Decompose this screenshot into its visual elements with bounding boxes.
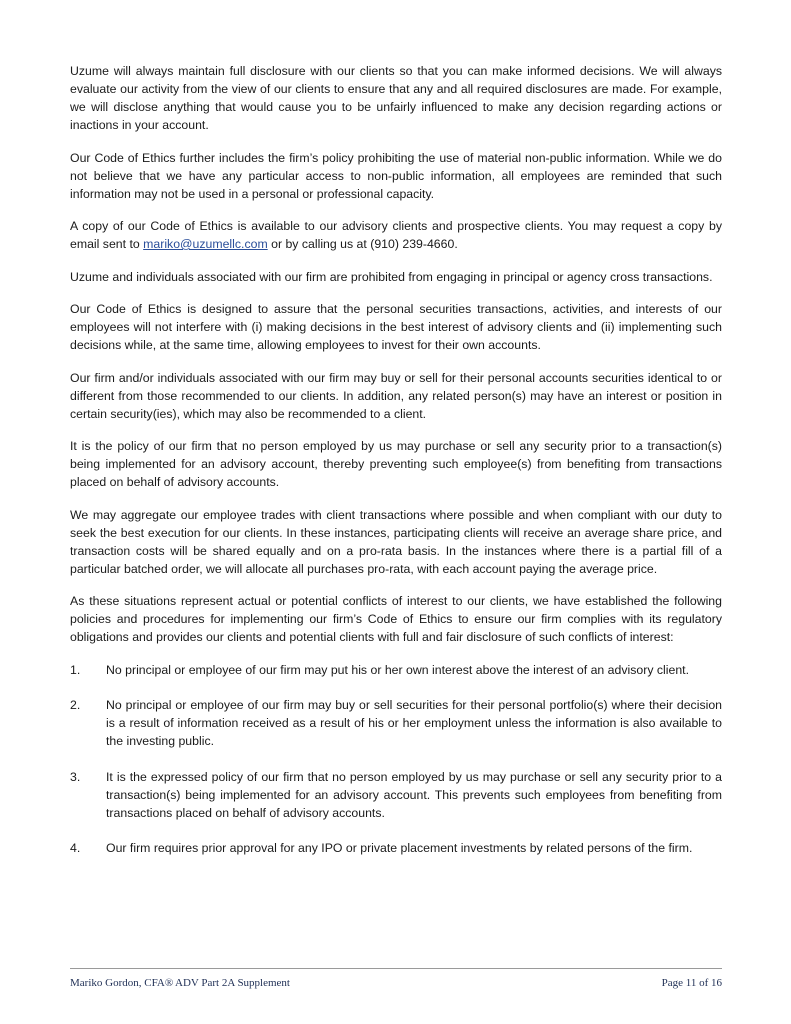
paragraph-disclosure: Uzume will always maintain full disclosure with our clients so that you can make informed decisions. We will always evaluate our activity from the view of our clients to ensure that any and all required disclosures are made. For example, we will disclose anything that would cause you to be unfairly influenced to make any decision regarding actions or inactions in your account. (70, 64, 722, 132)
paragraph-aggregation: We may aggregate our employee trades with client transactions where possible and when compliant with our duty to seek the best execution for our clients. In these instances, participating clients will receive an average share price, and transaction costs will be shared equally and on a pro-rata basis. In the instances where there is a partial fill of a particular batched order, we will allocate all purchases pro-rata, with each account paying the average price. (70, 507, 722, 576)
list-item (70, 696, 722, 750)
paragraph-code-design: Our Code of Ethics is designed to assure that the personal securities transactions, activities, and interests of our employees will not interfere with (i) making decisions in the best interest of advisory clients and (ii) implementing such decisions while, at the same time, allowing employees to invest for their own accounts. (70, 302, 722, 352)
paragraph-conflicts: As these situations represent actual or potential conflicts of interest to our clients, we have established the following policies and procedures for implementing our firm’s Code of Ethics to ensure our firm complies with its regulatory obligations and provides our clients and potential clients with full and fair disclosure of such conflicts of interest: (70, 594, 722, 644)
list-item (70, 661, 722, 679)
paragraph-cross-transactions: Uzume and individuals associated with our firm are prohibited from engaging in principal or agency cross transactions. (70, 269, 713, 284)
list-number: 1. (70, 662, 81, 677)
footer-divider (70, 968, 722, 969)
list-number: 4. (70, 841, 81, 855)
list-text: It is the expressed policy of our firm that no person employed by us may purchase or sell any security prior to a transaction(s) being implemented for an advisory account. This prevents such employees from benefiting from transactions placed on behalf of advisory accounts. (106, 769, 722, 820)
document-body (70, 62, 722, 875)
list-text: No principal or employee of our firm may buy or sell securities for their personal portfolio(s) where their decision is a result of information received as a result of his or her employment unless the information is also available to the investing public. (106, 698, 722, 748)
paragraph-copy-request (70, 217, 722, 253)
footer-document-title: ADV Part 2A Supplement (175, 977, 290, 989)
list-number: 3. (70, 769, 81, 784)
list-text: No principal or employee of our firm may put his or her own interest above the interest of an advisory client. (106, 662, 690, 677)
paragraph-policy: It is the policy of our firm that no person employed by us may purchase or sell any security prior to a transaction(s) being implemented for an advisory account, thereby preventing such employee(s) from benefiting from transactions placed on behalf of advisory accounts. (70, 439, 722, 489)
paragraph-nonpublic-info: Our Code of Ethics further includes the firm’s policy prohibiting the use of material non-public information. While we do not believe that we have any particular access to non-public information, all employees are reminded that such information may not be used in a personal or professional capacity. (70, 150, 722, 201)
footer-author: Mariko Gordon, CFA® (70, 977, 174, 989)
list-text: Our firm requires prior approval for any IPO or private placement investments by related persons of the firm. (106, 841, 693, 855)
footer-page-number: Page 11 of 16 (661, 977, 722, 989)
paragraph-personal-accounts: Our firm and/or individuals associated with our firm may buy or sell for their personal accounts securities identical to or different from those recommended to our clients. In addition, any related person(s) may have an interest or position in certain security(ies), which may also be recommended to a client. (70, 370, 722, 421)
copy-text-after: or by calling us at (910) 239-4660. (267, 237, 458, 251)
copy-text-before: A copy of our Code of Ethics is available to our advisory clients and prospective clients. You may request a copy by email sent to (70, 219, 722, 251)
list-item (70, 768, 722, 822)
policy-list (70, 661, 722, 858)
list-item (70, 839, 722, 857)
email-link[interactable]: mariko@uzumellc.com (143, 237, 268, 251)
page-footer (70, 977, 722, 989)
list-number: 2. (70, 698, 81, 712)
